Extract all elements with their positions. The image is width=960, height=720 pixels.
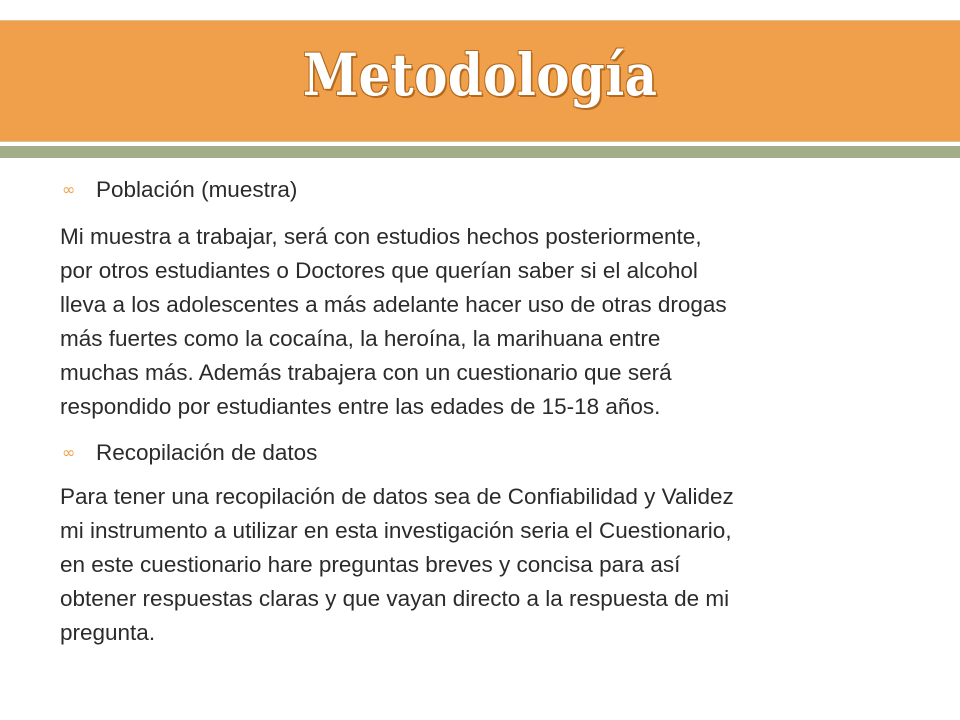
paragraph-line: por otros estudiantes o Doctores que querían saber si el alcohol	[60, 258, 698, 283]
paragraph-line: mi instrumento a utilizar en esta investigación seria el Cuestionario,	[60, 518, 732, 543]
paragraph-line: lleva a los adolescentes a más adelante hacer uso de otras drogas	[60, 292, 727, 317]
paragraph-line: obtener respuestas claras y que vayan directo a la respuesta de mi	[60, 586, 730, 611]
section-paragraph	[60, 480, 920, 650]
section-heading-row	[62, 436, 317, 472]
section-heading: Población (muestra)	[96, 177, 298, 202]
slide-title: Metodología	[302, 41, 658, 109]
section-heading-row	[62, 173, 297, 209]
infinity-bullet-icon: ∞	[62, 180, 76, 199]
paragraph-line: en este cuestionario hare preguntas breves y concisa para así	[60, 552, 681, 577]
paragraph-line: Mi muestra a trabajar, será con estudios hechos posteriormente,	[60, 224, 702, 249]
paragraph-line: Para tener una recopilación de datos sea de Confiabilidad y Validez	[60, 484, 734, 509]
paragraph-line: respondido por estudiantes entre las edades de 15-18 años.	[60, 394, 661, 419]
infinity-bullet-icon: ∞	[62, 443, 76, 462]
paragraph-line: muchas más. Además trabajera con un cuestionario que será	[60, 360, 672, 385]
section-paragraph	[60, 220, 920, 424]
paragraph-line: más fuertes como la cocaína, la heroína, la marihuana entre	[60, 326, 661, 351]
section-heading: Recopilación de datos	[96, 440, 318, 465]
paragraph-line: pregunta.	[60, 620, 156, 645]
